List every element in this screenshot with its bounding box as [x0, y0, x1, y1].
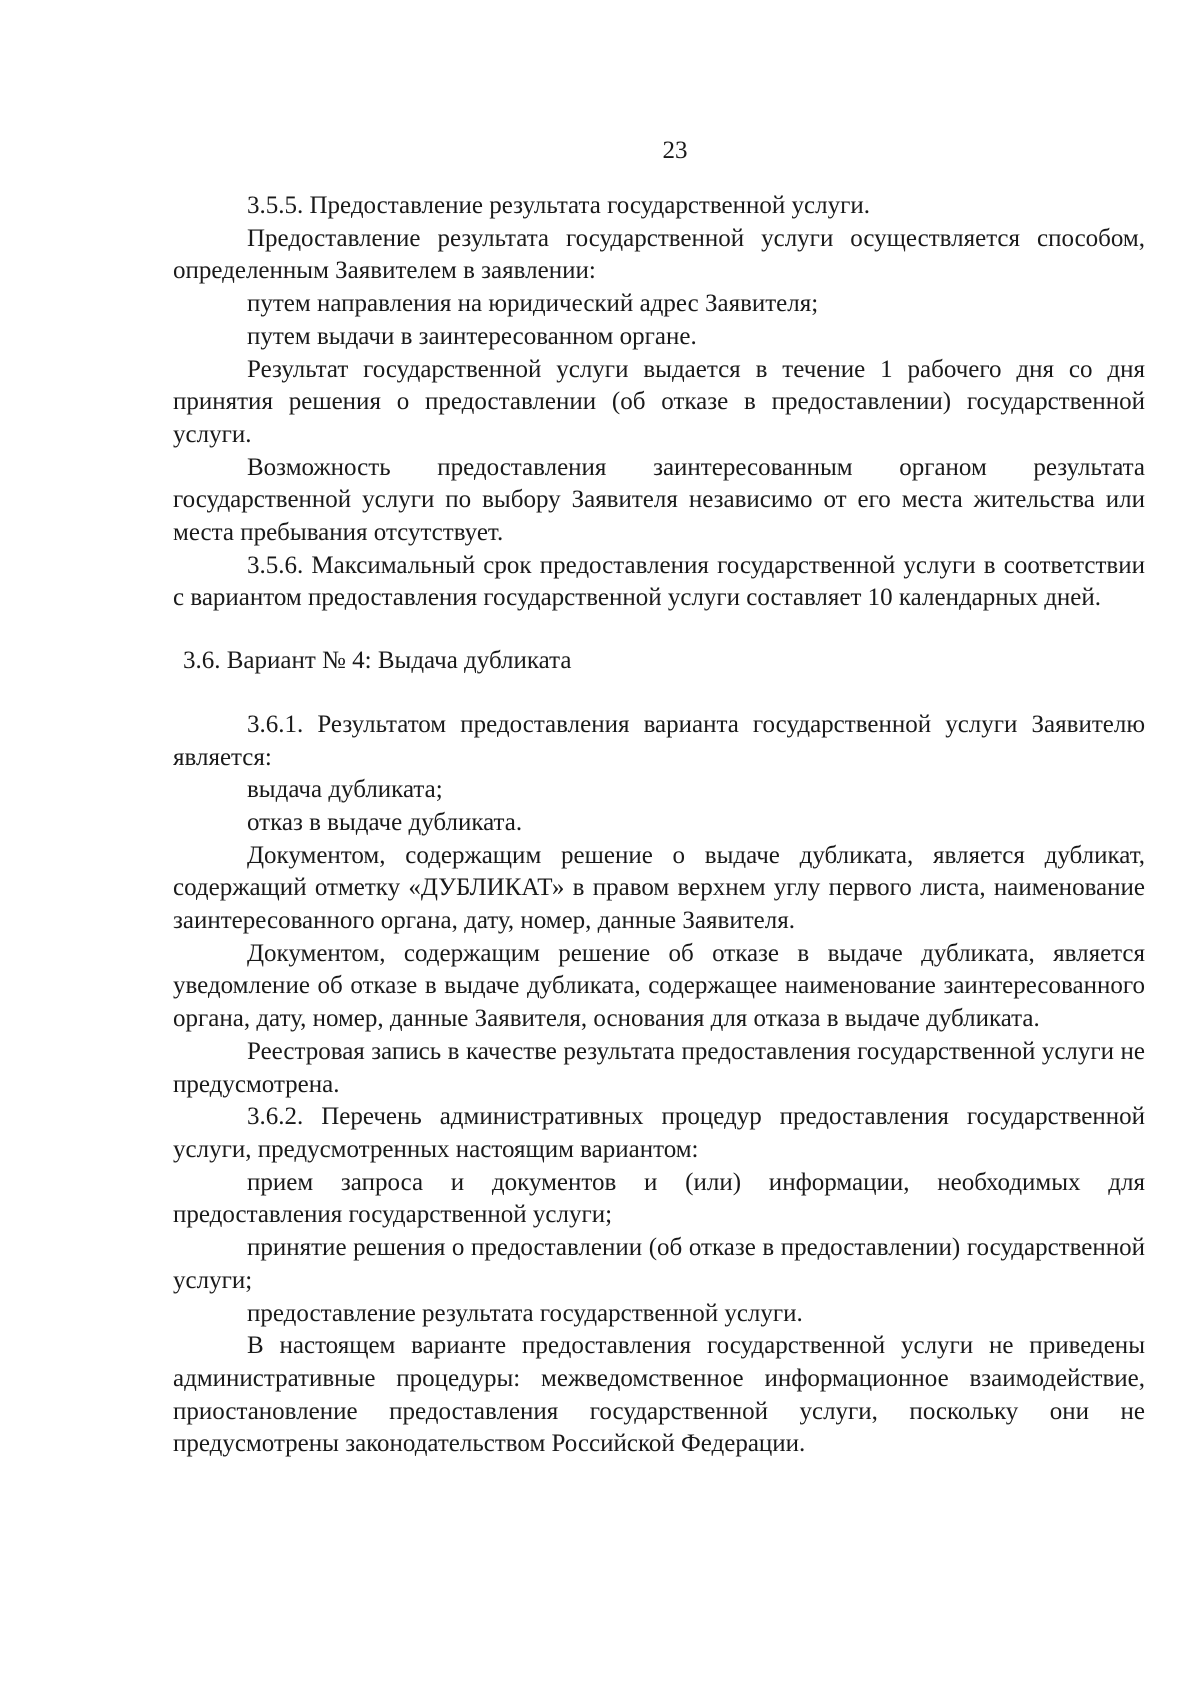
paragraph-3-5-6-max-term: 3.5.6. Максимальный срок предоставления государственной услуги в соответствии с вариантом предоставления государственной услуги составляет 10 календарных дней.	[173, 551, 1145, 612]
section-heading-3-6: 3.6. Вариант № 4: Выдача дубликата	[183, 647, 572, 675]
list-item-result-delivery: предоставление результата государственной услуги.	[247, 1299, 803, 1327]
paragraph-registry-record: Реестровая запись в качестве результата предоставления государственной услуги не предусмотрена.	[173, 1037, 1145, 1098]
paragraph-3-6-2-procedures: 3.6.2. Перечень административных процедур предоставления государственной услуги, предусмотренных настоящим вариантом:	[173, 1103, 1145, 1163]
list-item-request-intake: прием запроса и документов и (или) информации, необходимых для предоставления государственной услуги;	[173, 1168, 1145, 1229]
list-item-issue-duplicate: выдача дубликата;	[247, 776, 443, 804]
paragraph-extraterritorial: Возможность предоставления заинтересованным органом результата государственной услуги по выбору Заявителя независимо от его места жительства или места пребывания отсутствует.	[173, 453, 1145, 547]
paragraph-result-timing: Результат государственной услуги выдается в течение 1 рабочего дня со дня принятия решения о предоставлении (об отказе в предоставлении) государственной услуги.	[173, 355, 1145, 448]
list-item-decision: принятие решения о предоставлении (об отказе в предоставлении) государственной услуги;	[173, 1234, 1145, 1294]
paragraph-3-6-1-result: 3.6.1. Результатом предоставления варианта государственной услуги Заявителю является:	[173, 710, 1145, 771]
page-number: 23	[662, 137, 688, 164]
paragraph-refusal-document: Документом, содержащим решение об отказе в выдаче дубликата, является уведомление об отказе в выдаче дубликата, содержащее наименование заинтересованного органа, дату, номер, данные Заявителя, основания для отказа в выдаче дубликата.	[173, 939, 1145, 1033]
paragraph-3-5-5-title: 3.5.5. Предоставление результата государственной услуги.	[247, 192, 870, 219]
list-item-issue-in-office: путем выдачи в заинтересованном органе.	[247, 322, 697, 350]
paragraph-excluded-procedures: В настоящем варианте предоставления государственной услуги не приведены административные процедуры: межведомственное информационное взаимодействие, приостановление предоставления государственной услуги, поскольку они не предусмотрены законодательством Российской Федерации.	[173, 1332, 1145, 1458]
paragraph-duplicate-document: Документом, содержащим решение о выдаче дубликата, является дубликат, содержащий отметку «ДУБЛИКАТ» в правом верхнем углу первого листа, наименование заинтересованного органа, дату, номер, данные Заявителя.	[173, 841, 1145, 935]
list-item-refuse-duplicate: отказ в выдаче дубликата.	[247, 808, 523, 836]
document-body	[173, 190, 1145, 1461]
paragraph-delivery-method: Предоставление результата государственной услуги осуществляется способом, определенным Заявителем в заявлении:	[173, 224, 1145, 285]
list-item-legal-address: путем направления на юридический адрес Заявителя;	[247, 290, 819, 318]
